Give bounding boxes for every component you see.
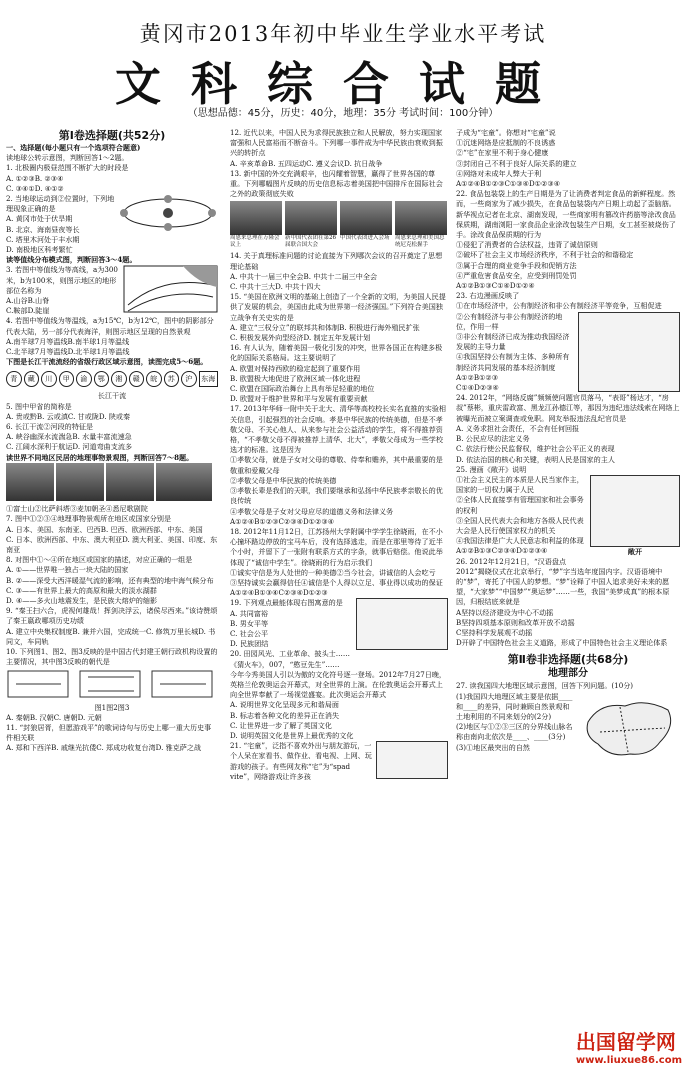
option-text: C.鞍部D.陡崖 bbox=[6, 306, 50, 316]
question-text: 1. 北极圈内极昼范围不断扩大的时段是 bbox=[6, 163, 129, 173]
option-text: ①侵犯了消费者的合法权益，违背了诚信原则 bbox=[456, 240, 598, 250]
option-text: C. 积极发展外向型经济D. 制定五年发展计划 bbox=[230, 333, 371, 343]
question-text: 2. 当地球运动到②位置时，下列地理现象正确的是 bbox=[6, 194, 115, 214]
option-text: B. 北京、海南昼夜等长 bbox=[6, 224, 80, 234]
option-text: C.北半球7月等温线D.北半球1月等温线 bbox=[6, 347, 130, 357]
cartoon-21 bbox=[376, 741, 448, 779]
province-label: 湘 bbox=[111, 371, 127, 387]
option-text: ②全体人民直接享有管理国家和社会事务的权利 bbox=[456, 495, 584, 515]
option-text: C. 日本、欧洲西部、中东、澳大利亚D. 澳大利亚、美国、印度、东南亚 bbox=[6, 534, 218, 554]
option-text: A. 峡谷幽深水流湍急B. 水量丰富流速急 bbox=[6, 432, 132, 442]
photo-caption: 中国代表团进入会场 bbox=[340, 235, 390, 242]
option-text: ②孝敬父母是中华民族的传统美德 bbox=[230, 475, 337, 485]
photo-fuji bbox=[6, 463, 54, 501]
option-text: C. 中共十三大D. 中共十四大 bbox=[230, 282, 321, 292]
option-text: ④网络对未成年人弊大于利 bbox=[456, 168, 542, 178]
question-text: 3. 若图中等值线为等高线，a为300米，b为100米，则图示地区的地形部位名称为 bbox=[6, 265, 118, 295]
instruction: 一、选择题(每小题只有一个选项符合题意) bbox=[6, 143, 141, 152]
option-text: ②公有制经济与非公有制经济的地位，作用一样 bbox=[456, 311, 563, 331]
exam-info: （思想品德：45分，历史：40分，地理：35分 考试时间：100分钟） bbox=[187, 108, 499, 119]
option-text: C. 江阔水深利于航运D. 河道弯曲支流多 bbox=[6, 442, 133, 452]
option-text: ③孝敬长辈是我们的天职，我们要继承和弘扬中华民族孝亲敬长的优良传统 bbox=[230, 486, 443, 506]
option-text: A. 黄冈市处于伏旱期 bbox=[6, 214, 73, 224]
option-text: ④孝敬父母是子女对父母应尽的道德义务和法律义务 bbox=[230, 506, 394, 516]
option-text: A. 义务求担社会责任，不会有任何回报 bbox=[456, 423, 580, 433]
option-text: C. 社会公平 bbox=[230, 628, 269, 638]
option-text: A①②④B①②③C②③④D①②③④ bbox=[230, 516, 335, 526]
province-label: 甲 bbox=[59, 371, 75, 387]
column-left bbox=[6, 128, 218, 754]
option-text: A. ①②③B. ②③④ bbox=[6, 173, 64, 183]
province-label: 渝 bbox=[76, 371, 92, 387]
option-text: B. 标志着各种文化的差异正在消失 bbox=[230, 710, 340, 720]
option-text: ②破坏了社会主义市场经济秩序，不利于社会的和谐稳定 bbox=[456, 250, 634, 260]
province-label: 赣 bbox=[129, 371, 145, 387]
question-text: 21. “宅童”，泛指不喜欢外出与朋友游玩，一个人呆在家看书、做作业、看电视、上网、玩游戏的孩子。有些网友称“宅”为“spad vite”，网络游戏让许多孩 bbox=[230, 741, 372, 781]
option-text: B. ②——深受大西洋暖湿气流的影响，还有典型的地中海气候分布 bbox=[6, 575, 214, 585]
question-text: 24. 2012年，“网络反腐”频频使问题官员落马，“表哥”杨达才，“房叔”蔡彬，重庆雷政富、黑龙江孙德江等，那因为违纪违法线索在网络上被曝光而被立案调查或免职。网友举报违法乱纪官员是 bbox=[456, 393, 680, 423]
instruction: 读世界不同地区民居的地理事物景观图，判断回答7～8题。 bbox=[6, 452, 194, 462]
photo-b bbox=[285, 201, 337, 235]
option-text: B. 公民应尽的法定义务 bbox=[456, 434, 530, 444]
question-text: 20. 田园风光、工业革命、披头士……《猜火车》，007，“憨豆先生”…… bbox=[230, 649, 350, 669]
option-text: D. 民族团结 bbox=[230, 639, 269, 649]
china-region-map bbox=[580, 692, 680, 762]
option-text: A. 秦朝B. 汉朝C. 唐朝D. 元朝 bbox=[6, 712, 102, 722]
option-text: D. 欧盟对于维护世界和平与发展有重要贡献 bbox=[230, 394, 368, 404]
option-text: A.南半球7月等温线B.南半球1月等温线 bbox=[6, 336, 130, 346]
question-text: 17. 2013年华师一附中关于北大、清华等高校校长实名直推的实验相关信息，引起强烈的社会反响。孝是中华民族的传统美德，但是不孝敬父母、不关心他人、从来参与社会公益活动的学生，将不得推荐资格，“不孝敬父母不得被推荐上清华、北大”，孝敬父母成为一些学校选才的标准。这是因为 bbox=[230, 404, 447, 455]
option-text: A. 建立中央集权制度B. 兼并六国，完成统一C. 修筑万里长城D. 书同文，车同轨 bbox=[6, 626, 216, 646]
photo-opera-house bbox=[156, 463, 212, 501]
instruction: 读等值线分布模式图，判断回答3～4题。 bbox=[6, 255, 137, 265]
option-text: ④我国坚持公有制为主体、多种所有制经济共同发展的基本经济制度 bbox=[456, 352, 570, 372]
contour-diagram bbox=[123, 265, 218, 313]
question-text: 19. 下列观点最能体现右图寓意的是 bbox=[230, 598, 343, 608]
cartoon-19 bbox=[356, 598, 448, 650]
instruction: 下图是长江干流流经的省级行政区域示意图，读图完成5～6题。 bbox=[6, 357, 208, 367]
question-text: (2)地区与①②③三区的分界线山脉名称由南向北依次是____、____(3分) bbox=[456, 722, 573, 742]
province-label: 苏 bbox=[164, 371, 180, 387]
option-text: A. 辛亥革命B. 五四运动C. 遵义会议D. 抗日战争 bbox=[230, 158, 383, 168]
question-text: 5. 图中甲省的简称是 bbox=[6, 401, 72, 411]
option-text: A. 郑和下西洋B. 戚继光抗倭C. 郑成功收复台湾D. 雅克萨之战 bbox=[6, 743, 202, 753]
question-text: 子成为“宅童”。你想对“宅童”说 bbox=[456, 128, 556, 137]
question-text: 22. 食品包装袋上的生产日期是为了让消费者判定食品的新鲜程度。然而，一些商家为了减少损失，在食品包装袋内产日期上动起了歪脑筋。新华视点记者在北京、湖南发现，一些商家明有篡改许药筋等涂改食品保质期，湖南浏阳一家食品企业涂改包装生产日期，女工甚至被烧伤了手。涂改食品保质期的行为 bbox=[456, 189, 676, 240]
question-text: 13. 新中国的外交充满艰辛，也闪耀着智慧，赢得了世界各国的尊重。下列哪幅图片反映的历史信息标志着美国把中国排斥在国际社会之外的政策彻底失败 bbox=[230, 168, 443, 199]
photo-caption: 新中国代表团在第26届联合国大会 bbox=[285, 235, 336, 249]
watermark bbox=[576, 1026, 682, 1066]
question-text: 8. 对图中①～④所在地区或国家的描述，对应正确的一组是 bbox=[6, 555, 193, 565]
exam-header: 黄冈市2013年初中毕业生学业水平考试 bbox=[139, 22, 547, 46]
question-text: 12. 近代以来，中国人民为求得民族独立和人民解放，努力实现国家富强和人民富裕而不断奋斗。下列哪一事件成为中华民族由衰败到振兴的转折点 bbox=[230, 128, 443, 158]
option-text: A①②B①③C①④D①②④ bbox=[456, 281, 535, 291]
option-text: A. 建立“三权分立”的联邦共和体制B. 积极进行海外殖民扩张 bbox=[230, 322, 420, 332]
option-text: ④严重危害食品安全，应受到刑罚处罚 bbox=[456, 270, 577, 280]
option-text: D开辟了中国特色社会主义道路，形成了中国特色社会主义理论体系 bbox=[456, 638, 668, 648]
question-text: (1)我国四大地理区域主要是依据____和____的差异，同时兼顾自然景观和土地利用的不同来划分的(2分) bbox=[456, 691, 573, 721]
question-text: 4. 若图中等值线为等温线，a为15℃，b为12℃，图中的阴影部分代表大陆，另一部分代表海洋，则图示地区呈现的自然景观 bbox=[6, 316, 214, 336]
option-text: A. 欧盟对保持西欧的稳定起到了重要作用 bbox=[230, 363, 361, 373]
cartoon-caption: 敞开 bbox=[627, 546, 643, 556]
option-text: A. 日本、美国、东南亚、巴西B. 巴西、欧洲西部、中东、美国 bbox=[6, 524, 203, 534]
option-text: C坚持科学发展观不动摇 bbox=[456, 627, 533, 637]
province-label: 藏 bbox=[24, 371, 40, 387]
photo-c bbox=[340, 201, 392, 235]
watermark-url: www.liuxue86.com bbox=[575, 1055, 682, 1066]
option-text: C. 欧盟在国际政治舞台上具有举足轻重的地位 bbox=[230, 384, 375, 394]
figure-caption: 长江干流 bbox=[97, 391, 127, 401]
option-text: ③非公有制经济已成为推动我国经济发展的主导力量 bbox=[456, 332, 570, 352]
option-text: B坚持四项基本原则和改革开放不动摇 bbox=[456, 617, 575, 627]
option-text: C. ③——有世界上最大的高原和最大的淡水湖群 bbox=[6, 585, 157, 595]
question-text: 15. “美国在欧洲文明的基础上创造了一个全新的文明，为美国人民提供了发展的机会，美国由此成为世界第一经济强国。”下列符合美国独立战争有关史实的是 bbox=[230, 292, 446, 322]
option-text: A①②④B①③④C②③④D①②③ bbox=[230, 588, 328, 598]
option-text: ①在市场经济中，公有制经济和非公有制经济平等竞争，互相促进 bbox=[456, 301, 662, 311]
question-text: 27. 读我国四大地理区域示意图，回答下列问题。(10分) bbox=[456, 681, 634, 691]
option-text: D. 依法治国的核心和关键，表明人民是国家的主人 bbox=[456, 454, 615, 464]
column-right bbox=[456, 128, 680, 762]
option-text: A①②B①③C②③④D①②③④ bbox=[456, 546, 548, 556]
cartoon-25 bbox=[590, 475, 680, 557]
option-text: A.山谷B.山脊 bbox=[6, 296, 50, 306]
river-diagram bbox=[6, 371, 218, 387]
watermark-text: 出国留学网 bbox=[575, 1030, 676, 1054]
question-text: 14. 关于真理标准问题的讨论直接为下列哪次会议的召开奠定了思想理论基础 bbox=[230, 251, 443, 271]
question-text: 26. 2012年12月21日，“汉语盘点2012”揭晓仪式在北京举行，“梦”字当选年度国内字。汉语语境中的“梦”，寄托了中国人的梦想。“梦”诠释了中国人追求美好未来的愿望，“大家梦”“中国梦”“奥运梦”……一些，我国“美梦成真”的根本原因，归根结底来就是 bbox=[456, 556, 670, 607]
option-text: A. ①——世界唯一独占一块大陆的国家 bbox=[6, 565, 129, 575]
option-text: ①社会主义民主的本质是人民当家作主，国家的一切权力属于人民 bbox=[456, 474, 584, 495]
question-text: 10. 下列图1、图2、图3反映的是中国古代封建王朝行政机构设置的主要情况，其中图3反映的朝代是 bbox=[6, 646, 218, 667]
option-text: ③全国人民代表大会和地方各级人民代表大会是人民行使国家权力的机关 bbox=[456, 515, 584, 535]
exam-subject-title: 文科综合试题 bbox=[115, 57, 571, 111]
question-text: 11. “封狼居胥，但愿游戏平”的歌词诗句与历史上哪一重大历史事件相关联 bbox=[6, 722, 212, 743]
photo-caption: 周恩来总理和美国总统尼克松握手 bbox=[395, 235, 445, 249]
option-text: A①②④B①②③C①③④D①②③④ bbox=[456, 179, 561, 189]
option-text: ③封闭自己不利于良好人际关系的建立 bbox=[456, 158, 577, 168]
photo-d bbox=[395, 201, 447, 235]
question-text: 18. 2012年11月12日，江苏扬州大学附属中学学生徐晓雨，在不小心撞坏路边停放的宝马车后，没有选择逃走，而是在那里等待了近半个小时，并留下了一张附有联系方式的字条，就事后赔偿。他说此举体现了“诚信中学生”。徐晓雨的行为启示我们 bbox=[230, 526, 443, 567]
province-label: 沪 bbox=[181, 371, 197, 387]
option-text: A. 贵或黔B. 云或滇C. 甘或陇D. 陕或秦 bbox=[6, 411, 131, 421]
admin-structure-figures bbox=[6, 667, 216, 699]
question-text: 今年今秀美国人引以为傲的文化符号逐一登场。2012年7月27日晚，英格兰伦敦奥运会开幕式，对全世界的上演。在伦敦奥运会开幕式上向全世界奉献了一场视觉盛宴。此次奥运会开幕式 bbox=[230, 669, 447, 700]
option-text: C. 依法行使公民监督权，维护社会公平正义的表现 bbox=[456, 444, 615, 454]
option-text: D. 说明英国文化是世界上最优秀的文化 bbox=[230, 730, 354, 740]
province-label: 川 bbox=[41, 371, 57, 387]
question-text: 9. “秦王扫六合，虎视何雄哉！挥剑决浮云，诸侯尽西来。”该诗赞颂了秦王嬴政哪项历史功绩 bbox=[6, 606, 218, 626]
option-text: A. 中共十一届三中全会B. 中共十二届三中全会 bbox=[230, 271, 378, 281]
option-text: ①诚实守信是为人处世的一种美德②当今社会，讲诚信的人会吃亏 bbox=[230, 567, 436, 577]
option-text: ①孝敬父母，就是子女对父母的尊敬、侍奉和赡养，其中最重要的是敬重和爱戴父母 bbox=[230, 455, 443, 475]
column-middle bbox=[230, 128, 448, 782]
section-title: 第Ⅰ卷选择题(共52分) bbox=[58, 129, 166, 142]
landmark-photos bbox=[6, 463, 218, 504]
option-text: B. 欧盟极大地促进了欧洲区域一体化进程 bbox=[230, 373, 361, 383]
section-title-2: 第Ⅱ卷非选择题(共68分) bbox=[507, 653, 629, 667]
figure-caption: 图1图2图3 bbox=[94, 702, 130, 712]
photo-a bbox=[230, 201, 282, 235]
option-text: ①沉迷网络是应抵制的不良诱惑 bbox=[456, 138, 556, 148]
photo-pisa bbox=[56, 463, 104, 501]
option-text: C. 让世界进一步了解了英国文化 bbox=[230, 720, 332, 730]
option-text: C. ③④①D. ④①② bbox=[6, 183, 64, 193]
orbit-diagram bbox=[118, 194, 218, 232]
option-text: D. ④——多火山地震发生，是民族大熔炉的缩影 bbox=[6, 595, 158, 605]
figure-caption: ①富士山②比萨斜塔③麦加朝圣④悉尼歌剧院 bbox=[6, 504, 148, 514]
province-label: 青 bbox=[6, 371, 22, 387]
question-text: 25. 漫画《敞开》说明 bbox=[456, 464, 527, 474]
question-text: (3)①地区最突出的自然 bbox=[456, 742, 530, 752]
option-text: A. 说明世界文化呈现多元和谐局面 bbox=[230, 700, 339, 710]
option-text: ②“宅”在家里不利于身心健康 bbox=[456, 148, 549, 158]
province-label: 鄂 bbox=[94, 371, 110, 387]
question-text: 7. 图中①②③④地理事物景观所在地区或国家分别是 bbox=[6, 514, 172, 524]
question-text: 23. 右边漫画反映了 bbox=[456, 291, 520, 301]
province-label: 皖 bbox=[146, 371, 162, 387]
cartoon-25-image bbox=[590, 475, 680, 547]
option-text: C. 塔里木河处于丰水期 bbox=[6, 234, 80, 244]
question-text: 读地球公转示意图，判断回答1～2题。 bbox=[6, 153, 129, 163]
cartoon-23 bbox=[578, 312, 680, 392]
option-text: ③属于合理的商业竞争手段和促销方法 bbox=[456, 260, 577, 270]
photo-caption: 周恩来总理在万隆会议上 bbox=[230, 235, 280, 249]
option-text: A坚持以经济建设为中心不动摇 bbox=[456, 607, 554, 617]
option-text: A①②B①②③ bbox=[456, 372, 499, 382]
question-text: 6. 长江干流②河段的特征是 bbox=[6, 422, 94, 432]
question-text: 16. 有人认为，随着美国一极化引发的冲突，世界各国正在构建多极化的国际关系格局。这主要说明了 bbox=[230, 343, 443, 363]
subsection-title: 地理部分 bbox=[548, 668, 588, 680]
option-text: B. 男女平等 bbox=[230, 618, 269, 628]
photo-mecca bbox=[106, 463, 154, 501]
option-text: D. 南极地区科考繁忙 bbox=[6, 245, 73, 255]
option-text: ④我国法律是广大人民意志和利益的体现 bbox=[456, 536, 584, 546]
option-text: ③坚持诚实会赢得信任④诚信是个人得以立足、事业得以成功的保证 bbox=[230, 577, 443, 587]
option-text: C①④D②③④ bbox=[456, 383, 499, 393]
sea-label: 东海 bbox=[199, 371, 218, 387]
history-photos bbox=[230, 201, 448, 249]
option-text: A. 共同富裕 bbox=[230, 608, 269, 618]
